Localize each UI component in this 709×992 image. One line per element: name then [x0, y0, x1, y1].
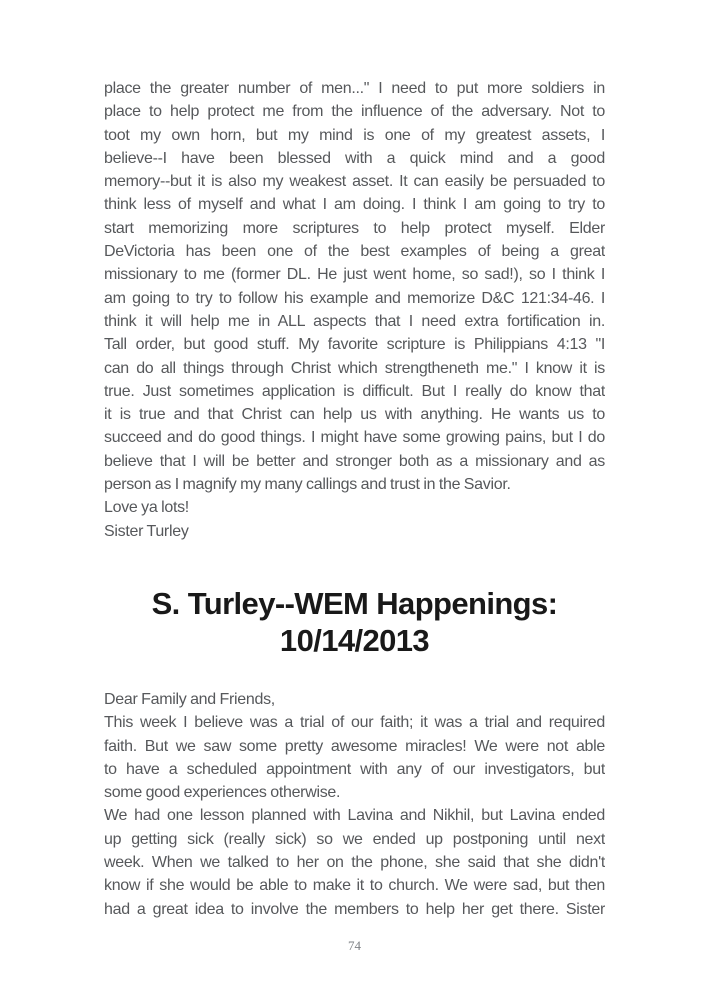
text-line: know if she would be able to make it to church. We were sad, but then [104, 877, 605, 895]
text-line: We had one lesson planned with Lavina and Nikhil, but Lavina ended [104, 807, 605, 825]
text-line: DeVictoria has been one of the best examples of being a great [104, 243, 605, 261]
text-line: can do all things through Christ which strengtheneth me." I know it is [104, 359, 605, 377]
text-line: faith. But we saw some pretty awesome miracles! We were not able [104, 737, 605, 755]
text-line: Sister Turley [104, 522, 189, 540]
text-line: am going to try to follow his example and memorize D&C 121:34-46. I [104, 289, 605, 307]
body-paragraph-4 [104, 688, 605, 711]
text-line: it is true and that Christ can help us with anything. He wants us to [104, 406, 605, 424]
page-number: 74 [348, 938, 361, 953]
text-line: week. When we talked to her on the phone, she said that she didn't [104, 854, 605, 872]
section-heading [104, 585, 605, 659]
body-paragraph-0 [104, 77, 605, 496]
text-line: missionary to me (former DL. He just went home, so sad!), so I think I [104, 266, 605, 284]
text-line: believe--I have been blessed with a quick mind and a good [104, 149, 605, 167]
text-line: had a great idea to involve the members to help her get there. Sister [104, 900, 605, 918]
body-paragraph-5 [104, 711, 605, 804]
text-line: Dear Family and Friends, [104, 690, 275, 708]
text-line: true. Just sometimes application is difficult. But I really do know that [104, 382, 605, 400]
text-line: succeed and do good things. I might have some growing pains, but I do [104, 429, 605, 447]
heading-line: S. Turley--WEM Happenings: [151, 585, 558, 621]
text-line: person as I magnify my many callings and trust in the Savior. [104, 476, 511, 494]
text-line: toot my own horn, but my mind is one of my greatest assets, I [104, 126, 605, 144]
text-line: start memorizing more scriptures to help protect myself. Elder [104, 219, 605, 237]
text-line: place the greater number of men..." I need to put more soldiers in [104, 80, 605, 97]
text-line: place to help protect me from the influence of the adversary. Not to [104, 103, 605, 121]
body-paragraph-6 [104, 804, 605, 920]
body-paragraph-2 [104, 520, 605, 543]
text-line: Tall order, but good stuff. My favorite scripture is Philippians 4:13 "I [104, 336, 605, 354]
text-line: to have a scheduled appointment with any of our investigators, but [104, 760, 605, 778]
text-line: some good experiences otherwise. [104, 784, 341, 802]
heading-line: 10/14/2013 [279, 622, 430, 658]
text-line: think it will help me in ALL aspects that I need extra fortification in. [104, 312, 605, 330]
text-line: Love ya lots! [104, 499, 189, 517]
body-paragraph-1 [104, 496, 605, 519]
text-line: believe that I will be better and stronger both as a missionary and as [104, 452, 605, 470]
text-line: up getting sick (really sick) so we ended up postponing until next [104, 830, 605, 848]
document-content [104, 77, 605, 921]
text-line: This week I believe was a trial of our faith; it was a trial and required [104, 714, 605, 732]
text-line: memory--but it is also my weakest asset. It can easily be persuaded to [104, 173, 605, 191]
text-line: think less of myself and what I am doing. I think I am going to try to [104, 196, 605, 214]
